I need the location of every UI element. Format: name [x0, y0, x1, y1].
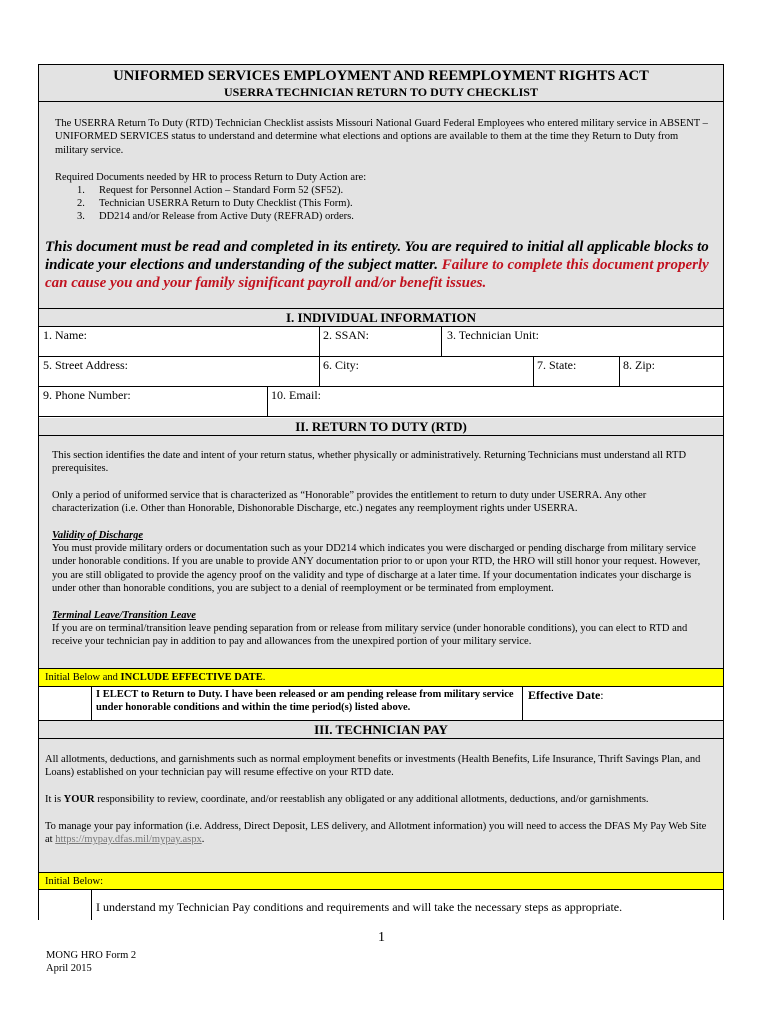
cell-border [319, 356, 320, 386]
form-name: MONG HRO Form 2 [46, 950, 137, 961]
cell-border [441, 326, 442, 356]
initial-instruction-bar [39, 669, 723, 686]
cell-border [319, 326, 320, 356]
required-item-number: 2. [77, 198, 85, 209]
ssan-field[interactable]: 2. SSAN: [323, 328, 370, 342]
initial-instruction: Initial Below and INCLUDE EFFECTIVE DATE. [45, 672, 266, 683]
divider [39, 101, 723, 102]
warning-text: This document must be read and completed in its entirety. You are required to initial all applicable blocks to indicate your elections and understanding of the subject matter. [45, 239, 709, 273]
divider [39, 386, 723, 387]
divider [39, 308, 723, 309]
divider [39, 720, 723, 721]
form-container [38, 64, 724, 920]
responsibility-paragraph: It is YOUR responsibility to review, coordinate, and/or reestablish any obligated or any additional allotments, deductions, and/or garnishments. [45, 794, 649, 805]
form-title: UNIFORMED SERVICES EMPLOYMENT AND REEMPLOYMENT RIGHTS ACT [113, 68, 649, 84]
required-item-number: 1. [77, 185, 85, 196]
honorable-paragraph: Only a period of uniformed service that is characterized as “Honorable” provides the entitlement to return to duty under USERRA. Any other characterization (i.e. Other than Honorable, Dishonorable Discharge, etc.) negates any reemployment rights under USERRA. [52, 490, 647, 515]
page-number: 1 [378, 930, 385, 945]
cell-border [267, 386, 268, 416]
warning-notice [45, 238, 719, 292]
phone-number-field[interactable]: 9. Phone Number: [43, 388, 131, 402]
form-date: April 2015 [46, 963, 92, 974]
allotments-paragraph: All allotments, deductions, and garnishments such as normal employment benefits or investments (Health Benefits, Life Insurance, Thrift Savings Plan, and Loans) established on your technician pay will resume effective on your RTD date. [45, 754, 701, 779]
section-3-title: III. TECHNICIAN PAY [314, 722, 448, 737]
state-field[interactable]: 7. State: [537, 358, 577, 372]
cell-border [91, 686, 92, 720]
rtd-intro-paragraph: This section identifies the date and intent of your return status, whether physically or administratively. Returning Technicians must understand all RTD prerequisites. [52, 450, 687, 475]
mypay-paragraph: To manage your pay information (i.e. Address, Direct Deposit, LES delivery, and Allotment information) you will need to access the DFAS My Pay Web Site at https://mypay.dfas.mil/mypay.aspx. [45, 821, 707, 846]
technician-unit-field[interactable]: 3. Technician Unit: [447, 328, 539, 342]
divider [39, 356, 723, 357]
mypay-link[interactable]: https://mypay.dfas.mil/mypay.aspx [55, 834, 202, 846]
initial-below-bar [39, 873, 723, 889]
required-item-number: 3. [77, 211, 85, 222]
cell-border [522, 686, 523, 720]
form-subtitle: USERRA TECHNICIAN RETURN TO DUTY CHECKLIST [224, 85, 538, 99]
rtd-initial-box[interactable] [39, 687, 91, 720]
street-address-field[interactable]: 5. Street Address: [43, 358, 128, 372]
elect-rtd-statement: I ELECT to Return to Duty. I have been released or am pending release from military service under honorable conditions and within the time period(s) listed above. [96, 689, 514, 714]
cell-border [91, 889, 92, 920]
pay-initial-box[interactable] [39, 890, 91, 920]
cell-border [533, 356, 534, 386]
terminal-leave-heading: Terminal Leave/Transition Leave [52, 610, 196, 621]
zip-field[interactable]: 8. Zip: [623, 358, 655, 372]
intro-paragraph: The USERRA Return To Duty (RTD) Technician Checklist assists Missouri National Guard Federal Employees who entered military service in ABSENT – UNIFORMED SERVICES status to understand and determine what elections and options are available to them at the time they Return to Duty from military service. [55, 118, 708, 156]
required-item: Technician USERRA Return to Duty Checklist (This Form). [99, 198, 353, 209]
section-2-title: II. RETURN TO DUTY (RTD) [295, 419, 467, 434]
cell-border [619, 356, 620, 386]
required-documents-heading: Required Documents needed by HR to process Return to Duty Action are: [55, 172, 367, 183]
understand-pay-statement: I understand my Technician Pay conditions and requirements and will take the necessary steps as appropriate. [96, 900, 623, 914]
email-field[interactable]: 10. Email: [271, 388, 321, 402]
divider [39, 435, 723, 436]
warning-red-text: Failure to complete this document properly can cause you and your family significant payroll and/or benefit issues. [45, 257, 709, 291]
individual-info-grid [39, 326, 723, 418]
effective-date-field[interactable]: Effective Date: [528, 688, 604, 702]
divider [39, 416, 723, 417]
section-1-title: I. INDIVIDUAL INFORMATION [285, 310, 477, 325]
initial-below-label: Initial Below: [45, 876, 104, 887]
divider [39, 326, 723, 327]
required-item: DD214 and/or Release from Active Duty (REFRAD) orders. [99, 211, 354, 222]
terminal-leave-paragraph: If you are on terminal/transition leave pending separation from or release from military service (under honorable conditions), you can elect to RTD and receive your technician pay in addition to pay and allowances from the unexpired portion of your military service. [52, 623, 688, 648]
city-field[interactable]: 6. City: [323, 358, 360, 372]
name-field[interactable]: 1. Name: [43, 328, 87, 342]
required-item: Request for Personnel Action – Standard Form 52 (SF52). [99, 185, 344, 196]
validity-heading: Validity of Discharge [52, 530, 143, 541]
validity-paragraph: You must provide military orders or documentation such as your DD214 which indicates you were discharged or pending discharge from military service under honorable conditions. If you are unable to provide ANY documentation prior to or upon your RTD, the HRO will still honor your request. However, you are still obligated to provide the agency proof on the validity and type of discharge at a later time. If your documentation indicates your discharge is under other than honorable conditions, you are subject to a denial of reemployment or be terminated from employment. [52, 543, 701, 594]
divider [39, 738, 723, 739]
